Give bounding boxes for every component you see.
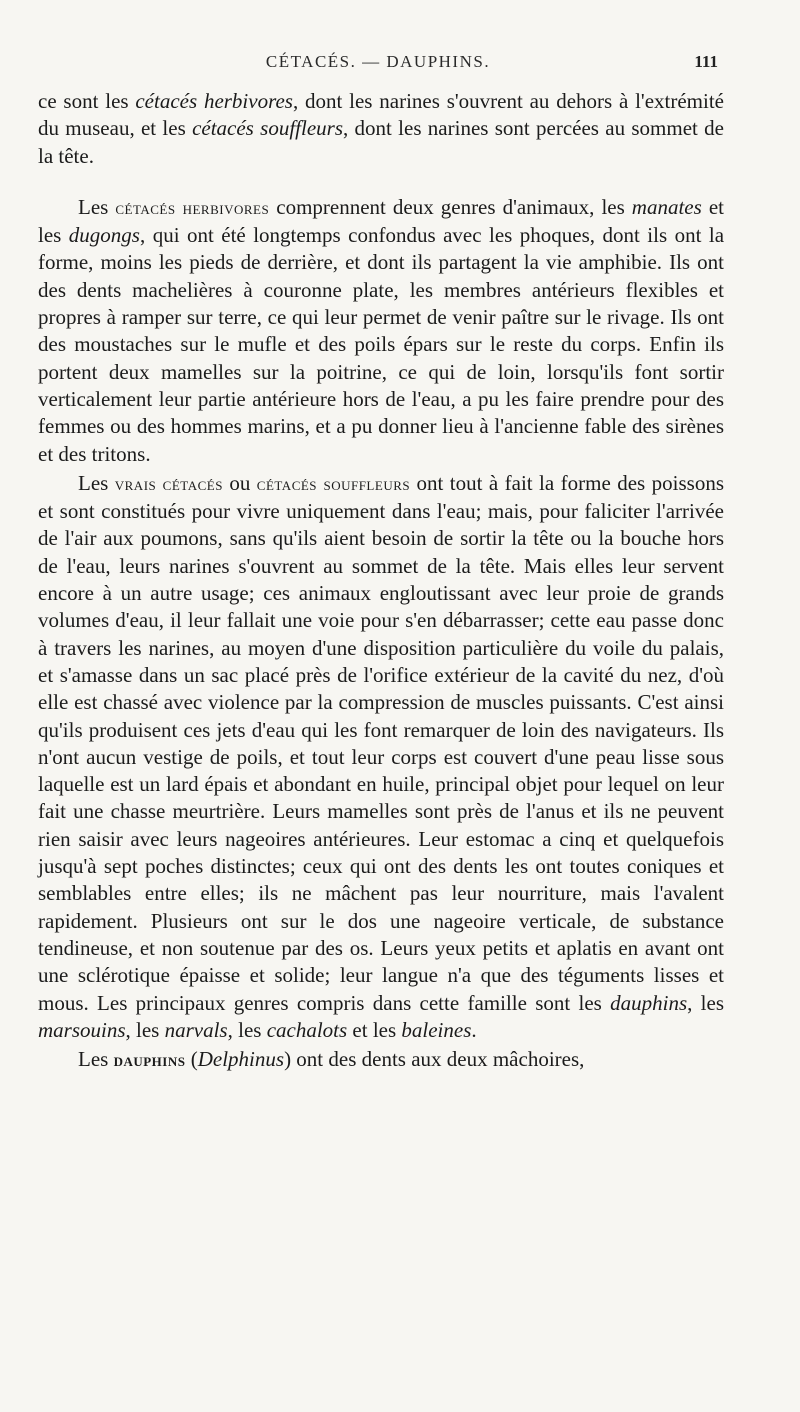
- page-header: [38, 52, 718, 76]
- page-number: 111: [694, 52, 718, 71]
- paragraph-3: Les vrais cétacés ou cétacés souffleurs ont tout à fait la forme des poissons et sont constitués pour vivre uniquement dans l'eau; mais, pour faliciter l'arrivée de l'air aux poumons, sans qu'ils aient besoin de sortir la tête ou la bouche hors de l'eau, leurs narines s'ouvrent au sommet de la tête. Mais elles leur servent encore à un autre usage; ces animaux engloutissant avec leur proie de grands volumes d'eau, il leur fallait une voie pour s'en débarrasser; cette eau passe donc à travers les narines, au moyen d'une disposition particulière du voile du palais, et s'amasse dans un sac placé près de l'orifice extérieur de la cavité du nez, d'où elle est chassé avec violence par la compression de muscles puissants. C'est ainsi qu'ils produisent ces jets d'eau qui les font remarquer de loin des navigateurs. Ils n'ont aucun vestige de poils, et tout leur corps est couvert d'une peau lisse sous laquelle est un lard épais et abondant en huile, principal objet pour lequel on leur fait une chasse meurtrière. Leurs mamelles sont près de l'anus et ils ne peuvent rien saisir avec leurs nageoires antérieures. Leur estomac a cinq et quelquefois jusqu'à sept poches distinctes; ceux qui ont des dents les ont toutes coniques et semblables entre elles; ils ne mâchent pas leur nourriture, mais l'avalent rapidement. Plusieurs ont sur le dos une nageoire verticale, de substance tendineuse, et non soutenue par des os. Leurs yeux petits et aplatis en avant ont une sclérotique épaisse et solide; leur langue n'a que des téguments lisses et mous. Les principaux genres compris dans cette famille sont les dauphins, les marsouins, les narvals, les cachalots et les baleines.: [38, 470, 725, 1042]
- paragraph-4: Les dauphins (Delphinus) ont des dents aux deux mâchoires,: [78, 1047, 585, 1072]
- paragraph-2: Les cétacés herbivores comprennent deux genres d'animaux, les manates et les dugongs, qui ont été longtemps confondus avec les phoques, dont ils ont la forme, moins les pieds de derrière, et dont ils partagent la vie amphibie. Ils ont des dents machelières à couronne plate, les membres antérieurs flexibles et propres à ramper sur terre, ce qui leur permet de venir paître sur le rivage. Ils ont des moustaches sur le mufle et des poils épars sur le reste du corps. Enfin ils portent deux mamelles sur la poitrine, ce qui de loin, lorsqu'ils font sortir verticalement leur partie antérieure hors de l'eau, a pu les faire prendre pour des femmes ou des hommes marins, et a pu donner lieu à l'ancienne fable des sirènes et des tritons.: [38, 194, 725, 466]
- page-body: [38, 88, 724, 1074]
- running-title: CÉTACÉS. — DAUPHINS.: [265, 52, 491, 71]
- paragraph-1: ce sont les cétacés herbivores, dont les narines s'ouvrent au dehors à l'extrémité du museau, et les cétacés souffleurs, dont les narines sont percées au sommet de la tête.: [38, 89, 725, 168]
